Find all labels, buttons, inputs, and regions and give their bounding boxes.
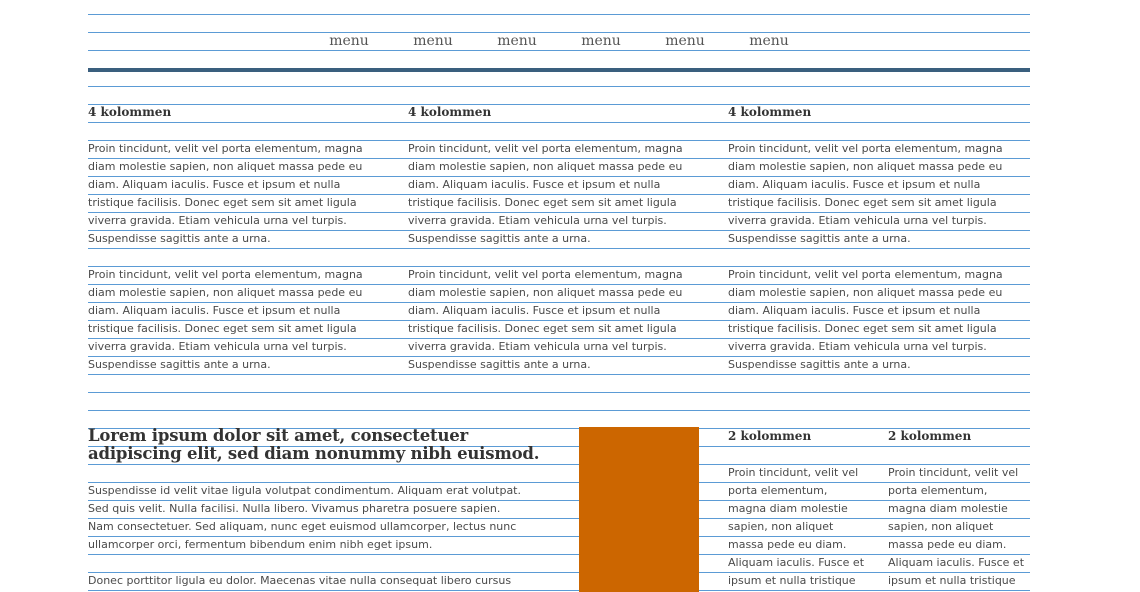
feature-title-line: adipiscing elit, sed diam nonummy nibh euismod. (88, 444, 540, 463)
text-line: diam molestie sapien, non aliquet massa pede eu (88, 160, 363, 173)
text-line: porta elementum, (728, 484, 828, 497)
nav-menu-item-3[interactable]: menu (497, 33, 537, 49)
column-3-paragraph-1 (728, 140, 1003, 248)
text-line: diam. Aliquam iaculis. Fusce et ipsum et nulla (88, 304, 341, 317)
text-line: diam. Aliquam iaculis. Fusce et ipsum et nulla (728, 304, 981, 317)
text-line: ullamcorper orci, fermentum bibendum enim nibh eget ipsum. (88, 538, 433, 551)
text-line: Proin tincidunt, velit vel porta elementum, magna (88, 142, 363, 155)
feature-title (88, 427, 588, 463)
text-line: sapien, non aliquet (728, 520, 834, 533)
text-line: Suspendisse sagittis ante a urna. (88, 358, 271, 371)
nav-menu-item-1[interactable]: menu (329, 33, 369, 49)
column-1-paragraph-2 (88, 266, 363, 374)
feature-body (88, 482, 521, 554)
text-line: Suspendisse sagittis ante a urna. (728, 358, 911, 371)
header-rule (88, 68, 1030, 72)
two-col-2-paragraph (888, 464, 1024, 590)
text-line: diam molestie sapien, non aliquet massa pede eu (728, 160, 1003, 173)
nav-menu-item-5[interactable]: menu (665, 33, 705, 49)
grid-line (88, 410, 1030, 411)
text-line: ipsum et nulla tristique (728, 574, 856, 587)
text-line: Proin tincidunt, velit vel (888, 466, 1019, 479)
text-line: ipsum et nulla tristique (888, 574, 1016, 587)
two-col-1-paragraph (728, 464, 864, 590)
text-line: viverra gravida. Etiam vehicula urna vel turpis. (88, 340, 347, 353)
feature-title-line: Lorem ipsum dolor sit amet, consectetuer (88, 426, 469, 445)
grid-line (88, 374, 1030, 375)
two-col-1-heading: 2 kolommen (728, 429, 812, 443)
column-2-paragraph-1 (408, 140, 683, 248)
column-3-heading: 4 kolommen (728, 105, 812, 119)
text-line: massa pede eu diam. (728, 538, 847, 551)
column-2-heading: 4 kolommen (408, 105, 492, 119)
grid-line (88, 50, 1030, 51)
text-line: massa pede eu diam. (888, 538, 1007, 551)
text-line: Proin tincidunt, velit vel porta elementum, magna (408, 142, 683, 155)
text-line: viverra gravida. Etiam vehicula urna vel turpis. (88, 214, 347, 227)
text-line: Suspendisse sagittis ante a urna. (408, 232, 591, 245)
text-line: sapien, non aliquet (888, 520, 994, 533)
grid-line (88, 392, 1030, 393)
text-line: Sed quis velit. Nulla facilisi. Nulla libero. Vivamus pharetra posuere sapien. (88, 502, 501, 515)
text-line: tristique facilisis. Donec eget sem sit amet ligula (408, 322, 677, 335)
text-line: Suspendisse sagittis ante a urna. (408, 358, 591, 371)
nav-menu-item-2[interactable]: menu (413, 33, 453, 49)
feature-image-placeholder (579, 427, 699, 592)
text-line: Proin tincidunt, velit vel porta elementum, magna (88, 268, 363, 281)
text-line: diam. Aliquam iaculis. Fusce et ipsum et nulla (408, 178, 661, 191)
text-line: tristique facilisis. Donec eget sem sit amet ligula (728, 196, 997, 209)
text-line: magna diam molestie (728, 502, 848, 515)
text-line: Proin tincidunt, velit vel (728, 466, 859, 479)
grid-line (88, 14, 1030, 15)
column-1-paragraph-1 (88, 140, 363, 248)
feature-body-2 (88, 572, 511, 590)
column-2-paragraph-2 (408, 266, 683, 374)
text-line: tristique facilisis. Donec eget sem sit amet ligula (728, 322, 997, 335)
grid-line (88, 590, 1030, 591)
text-line: Suspendisse id velit vitae ligula volutpat condimentum. Aliquam erat volutpat. (88, 484, 521, 497)
text-line: Proin tincidunt, velit vel porta elementum, magna (728, 268, 1003, 281)
text-line: viverra gravida. Etiam vehicula urna vel turpis. (408, 340, 667, 353)
text-line: diam. Aliquam iaculis. Fusce et ipsum et nulla (88, 178, 341, 191)
text-line: porta elementum, (888, 484, 988, 497)
text-line: viverra gravida. Etiam vehicula urna vel turpis. (728, 214, 987, 227)
text-line: Proin tincidunt, velit vel porta elementum, magna (408, 268, 683, 281)
two-col-2-heading: 2 kolommen (888, 429, 972, 443)
text-line: diam. Aliquam iaculis. Fusce et ipsum et nulla (408, 304, 661, 317)
column-1-heading: 4 kolommen (88, 105, 172, 119)
text-line: magna diam molestie (888, 502, 1008, 515)
grid-line (88, 86, 1030, 87)
text-line: diam molestie sapien, non aliquet massa pede eu (408, 286, 683, 299)
text-line: diam molestie sapien, non aliquet massa pede eu (408, 160, 683, 173)
text-line: Proin tincidunt, velit vel porta elementum, magna (728, 142, 1003, 155)
text-line: Aliquam iaculis. Fusce et (728, 556, 865, 569)
text-line: diam. Aliquam iaculis. Fusce et ipsum et nulla (728, 178, 981, 191)
nav-menu-item-6[interactable]: menu (749, 33, 789, 49)
text-line: diam molestie sapien, non aliquet massa pede eu (728, 286, 1003, 299)
nav-menu-item-4[interactable]: menu (581, 33, 621, 49)
text-line: diam molestie sapien, non aliquet massa pede eu (88, 286, 363, 299)
text-line: Nam consectetuer. Sed aliquam, nunc eget euismod ullamcorper, lectus nunc (88, 520, 517, 533)
column-3-paragraph-2 (728, 266, 1003, 374)
text-line: viverra gravida. Etiam vehicula urna vel turpis. (408, 214, 667, 227)
text-line: tristique facilisis. Donec eget sem sit amet ligula (88, 196, 357, 209)
grid-line (88, 248, 1030, 249)
text-line: tristique facilisis. Donec eget sem sit amet ligula (408, 196, 677, 209)
text-line: Donec porttitor ligula eu dolor. Maecenas vitae nulla consequat libero cursus (88, 574, 512, 587)
grid-line (88, 122, 1030, 123)
text-line: Suspendisse sagittis ante a urna. (88, 232, 271, 245)
text-line: Aliquam iaculis. Fusce et (888, 556, 1025, 569)
text-line: tristique facilisis. Donec eget sem sit amet ligula (88, 322, 357, 335)
text-line: Suspendisse sagittis ante a urna. (728, 232, 911, 245)
text-line: viverra gravida. Etiam vehicula urna vel turpis. (728, 340, 987, 353)
grid-line (88, 104, 1030, 105)
